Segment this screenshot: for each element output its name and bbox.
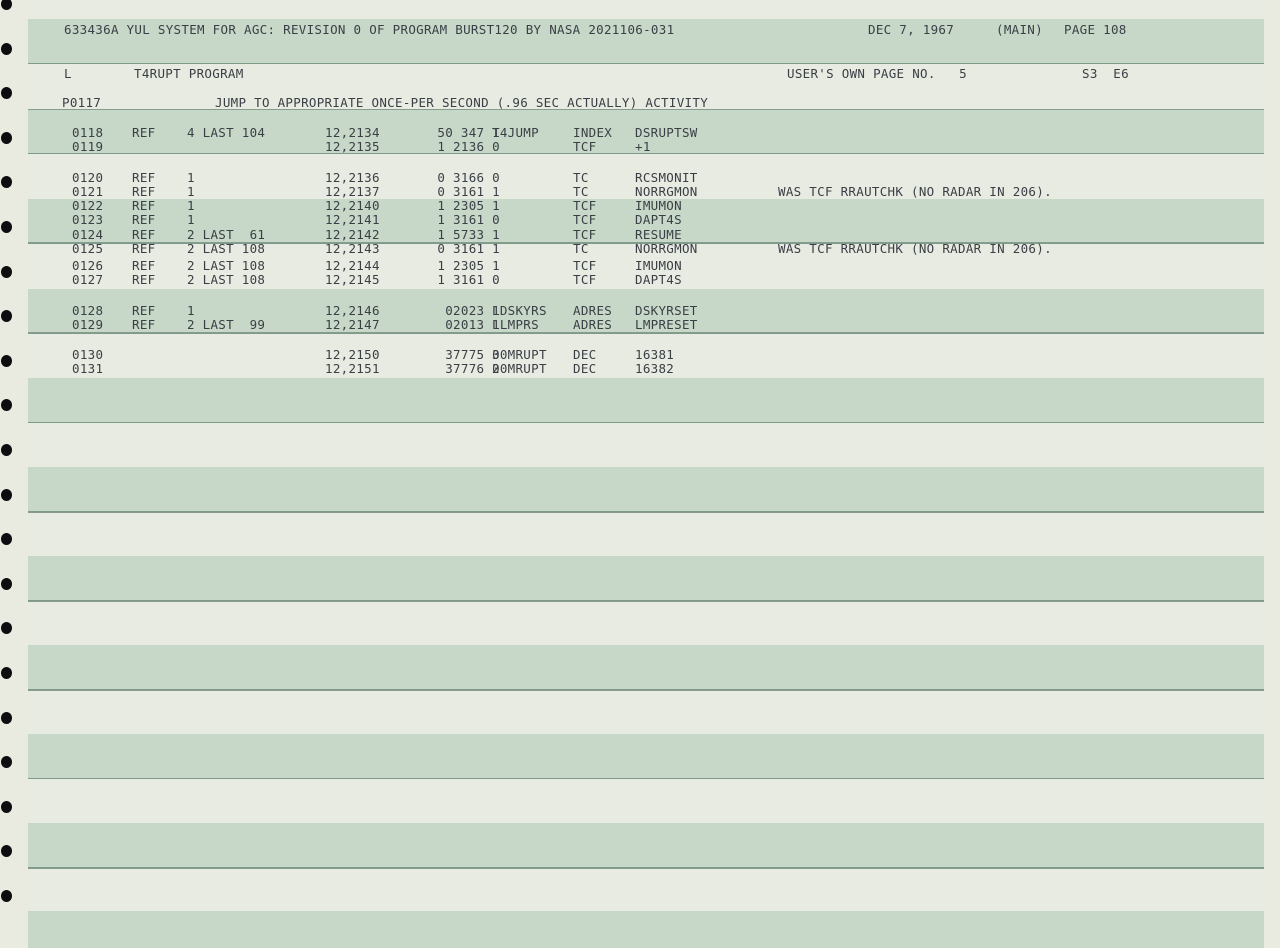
row-opcode: TCF [573,272,597,287]
row-ref-count: 1 [187,170,195,185]
rule-line [28,868,1264,869]
row-line-number: 0129 [72,317,104,332]
green-bar [28,467,1264,512]
row-opcode: ADRES [573,317,613,332]
row-operand: LMPRESET [635,317,698,332]
row-operand: DSKYRSET [635,303,698,318]
row-line-number: 0120 [72,170,104,185]
row-operand: DAPT4S [635,212,682,227]
row-ref-marker: REF [132,212,156,227]
user-page-number: USER'S OWN PAGE NO. 5 [787,66,967,81]
rule-line [28,332,1264,333]
row-octal-code: 0 3161 1 [437,241,500,256]
row-line-number: 0125 [72,241,104,256]
row-line-number: 0119 [72,139,104,154]
listing-mode: (MAIN) [996,22,1043,37]
feed-hole [1,533,12,545]
row-opcode: DEC [573,347,597,362]
comment-page-ref: P0117 [62,95,102,110]
feed-hole [1,0,12,10]
row-opcode: TC [573,241,589,256]
row-ref-count: 4 LAST 104 [187,125,266,140]
row-opcode: TCF [573,139,597,154]
row-ref-marker: REF [132,258,156,273]
row-address: 12,2134 [325,125,380,140]
row-operand: 16381 [635,347,675,362]
row-operand: IMUMON [635,258,682,273]
row-ref-marker: REF [132,317,156,332]
row-line-number: 0127 [72,272,104,287]
row-address: 12,2135 [325,139,380,154]
listing-date: DEC 7, 1967 [868,22,955,37]
row-opcode: ADRES [573,303,613,318]
row-octal-code: 37775 0 [445,347,500,362]
row-opcode: TCF [573,258,597,273]
row-line-number: 0123 [72,212,104,227]
row-ref-marker: REF [132,303,156,318]
feed-hole [1,355,12,367]
row-ref-count: 1 [187,198,195,213]
row-operand: 16382 [635,361,675,376]
feed-hole [1,221,12,233]
row-address: 12,2145 [325,272,380,287]
row-opcode: INDEX [573,125,613,140]
row-ref-count: 1 [187,303,195,318]
row-ref-marker: REF [132,170,156,185]
feed-hole [1,890,12,902]
row-operand: NORRGMON [635,184,698,199]
row-line-number: 0118 [72,125,104,140]
row-address: 12,2140 [325,198,380,213]
row-address: 12,2142 [325,227,380,242]
row-ref-marker: REF [132,272,156,287]
feed-hole [1,310,12,322]
row-comment: WAS TCF RRAUTCHK (NO RADAR IN 206). [778,241,1052,256]
row-line-number: 0121 [72,184,104,199]
row-ref-count: 2 LAST 108 [187,258,266,273]
row-ref-count: 2 LAST 99 [187,317,266,332]
feed-hole [1,845,12,857]
row-ref-count: 1 [187,212,195,227]
row-address: 12,2147 [325,317,380,332]
feed-hole [1,712,12,724]
feed-hole [1,399,12,411]
row-ref-count: 1 [187,184,195,199]
row-address: 12,2151 [325,361,380,376]
feed-hole [1,578,12,590]
row-octal-code: 02023 1 [445,303,500,318]
green-bar [28,911,1264,948]
row-address: 12,2143 [325,241,380,256]
tractor-feed-holes [0,0,14,948]
feed-hole [1,489,12,501]
row-address: 12,2144 [325,258,380,273]
row-line-number: 0124 [72,227,104,242]
rule-line [28,512,1264,513]
printout-sheet [28,0,1264,948]
section-code: S3 E6 [1082,66,1129,81]
row-comment: WAS TCF RRAUTCHK (NO RADAR IN 206). [778,184,1052,199]
green-bar [28,645,1264,690]
row-octal-code: 1 2136 0 [437,139,500,154]
row-octal-code: 50 347 1 [437,125,500,140]
row-octal-code: 37776 0 [445,361,500,376]
row-address: 12,2146 [325,303,380,318]
row-ref-marker: REF [132,227,156,242]
feed-hole [1,132,12,144]
row-label: LLMPRS [492,317,539,332]
green-bar [28,378,1264,423]
row-operand: DSRUPTSW [635,125,698,140]
row-label: 20MRUPT [492,361,547,376]
row-ref-count: 2 LAST 108 [187,272,266,287]
row-opcode: TCF [573,227,597,242]
row-label: T4JUMP [492,125,539,140]
row-ref-marker: REF [132,241,156,256]
row-opcode: DEC [573,361,597,376]
feed-hole [1,43,12,55]
row-ref-marker: REF [132,125,156,140]
row-ref-count: 2 LAST 61 [187,227,266,242]
feed-hole [1,266,12,278]
row-line-number: 0128 [72,303,104,318]
row-address: 12,2136 [325,170,380,185]
row-octal-code: 1 2305 1 [437,258,500,273]
row-octal-code: 1 5733 1 [437,227,500,242]
section-title: T4RUPT PROGRAM [134,66,244,81]
feed-hole [1,667,12,679]
feed-hole [1,176,12,188]
feed-hole [1,756,12,768]
row-line-number: 0122 [72,198,104,213]
row-octal-code: 02013 1 [445,317,500,332]
page-number: PAGE 108 [1064,22,1127,37]
rule-line [28,690,1264,691]
row-label: LDSKYRS [492,303,547,318]
row-ref-marker: REF [132,198,156,213]
row-operand: DAPT4S [635,272,682,287]
row-octal-code: 1 2305 1 [437,198,500,213]
row-line-number: 0126 [72,258,104,273]
row-address: 12,2150 [325,347,380,362]
row-opcode: TCF [573,212,597,227]
row-label: 30MRUPT [492,347,547,362]
log-letter: L [64,66,72,81]
row-opcode: TC [573,170,589,185]
row-octal-code: 0 3161 1 [437,184,500,199]
green-bar [28,556,1264,601]
row-address: 12,2141 [325,212,380,227]
row-ref-marker: REF [132,184,156,199]
row-operand: RESUME [635,227,682,242]
feed-hole [1,87,12,99]
row-octal-code: 0 3166 0 [437,170,500,185]
green-bar [28,734,1264,779]
comment-text: JUMP TO APPROPRIATE ONCE-PER SECOND (.96 SEC ACTUALLY) ACTIVITY [215,95,709,110]
feed-hole [1,622,12,634]
feed-hole [1,444,12,456]
row-operand: NORRGMON [635,241,698,256]
row-operand: RCSMONIT [635,170,698,185]
row-operand: +1 [635,139,651,154]
row-address: 12,2137 [325,184,380,199]
row-opcode: TC [573,184,589,199]
row-line-number: 0131 [72,361,104,376]
feed-hole [1,801,12,813]
row-line-number: 0130 [72,347,104,362]
row-operand: IMUMON [635,198,682,213]
green-bar [28,823,1264,868]
row-octal-code: 1 3161 0 [437,272,500,287]
row-opcode: TCF [573,198,597,213]
listing-header-id: 633436A YUL SYSTEM FOR AGC: REVISION 0 OF PROGRAM BURST120 BY NASA 2021106-031 [64,22,675,37]
rule-line [28,601,1264,602]
row-ref-count: 2 LAST 108 [187,241,266,256]
row-octal-code: 1 3161 0 [437,212,500,227]
